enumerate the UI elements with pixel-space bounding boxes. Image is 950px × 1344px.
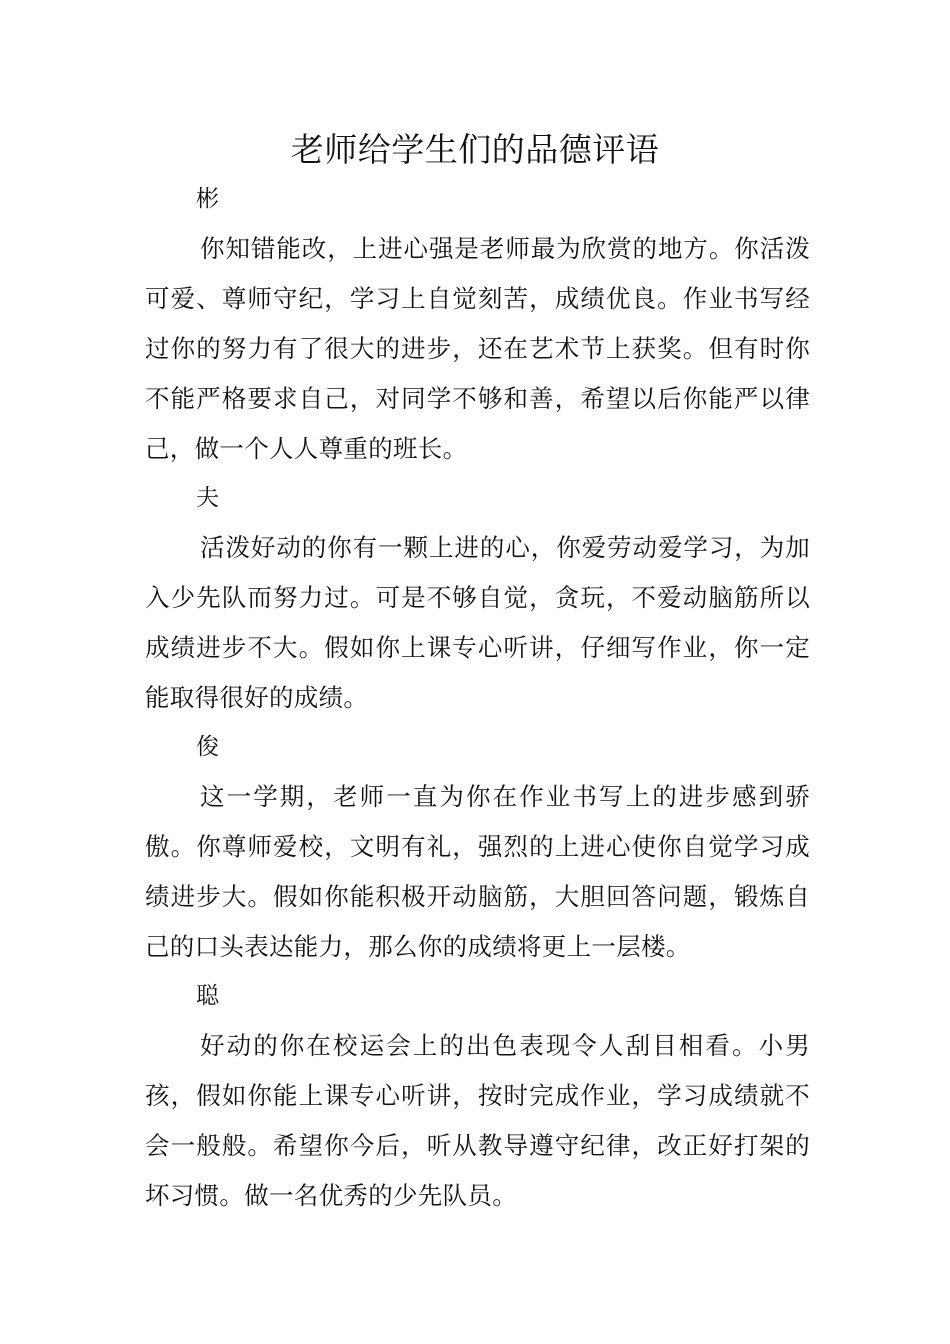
student-name-3: 俊	[196, 734, 219, 760]
comment-paragraph-1: 你知错能改，上进心强是老师最为欣赏的地方。你活泼可爱、尊师守纪，学习上自觉刻苦，成绩优良。作业书写经过你的努力有了很大的进步，还在艺术节上获奖。但有时你不能严格要求自己，对同学不够和善，希望以后你能严以律己，做一个人人尊重的班长。	[145, 234, 810, 463]
document-title: 老师给学生们的品德评语	[290, 130, 660, 169]
comment-paragraph-4: 好动的你在校运会上的出色表现令人刮目相看。小男孩，假如你能上课专心听讲，按时完成作业，学习成绩就不会一般般。希望你今后，听从教导遵守纪律，改正好打架的坏习惯。做一名优秀的少先队员。	[145, 1031, 810, 1210]
student-name-1: 彬	[196, 186, 219, 212]
student-name-4: 聪	[196, 983, 219, 1009]
student-name-2: 夫	[196, 485, 219, 511]
comment-paragraph-2: 活泼好动的你有一颗上进的心，你爱劳动爱学习，为加入少先队而努力过。可是不够自觉，贪玩，不爱动脑筋所以成绩进步不大。假如你上课专心听讲，仔细写作业，你一定能取得很好的成绩。	[145, 533, 810, 712]
comment-paragraph-3: 这一学期，老师一直为你在作业书写上的进步感到骄傲。你尊师爱校，文明有礼，强烈的上进心使你自觉学习成绩进步大。假如你能积极开动脑筋，大胆回答问题，锻炼自己的口头表达能力，那么你的成绩将更上一层楼。	[145, 782, 810, 961]
